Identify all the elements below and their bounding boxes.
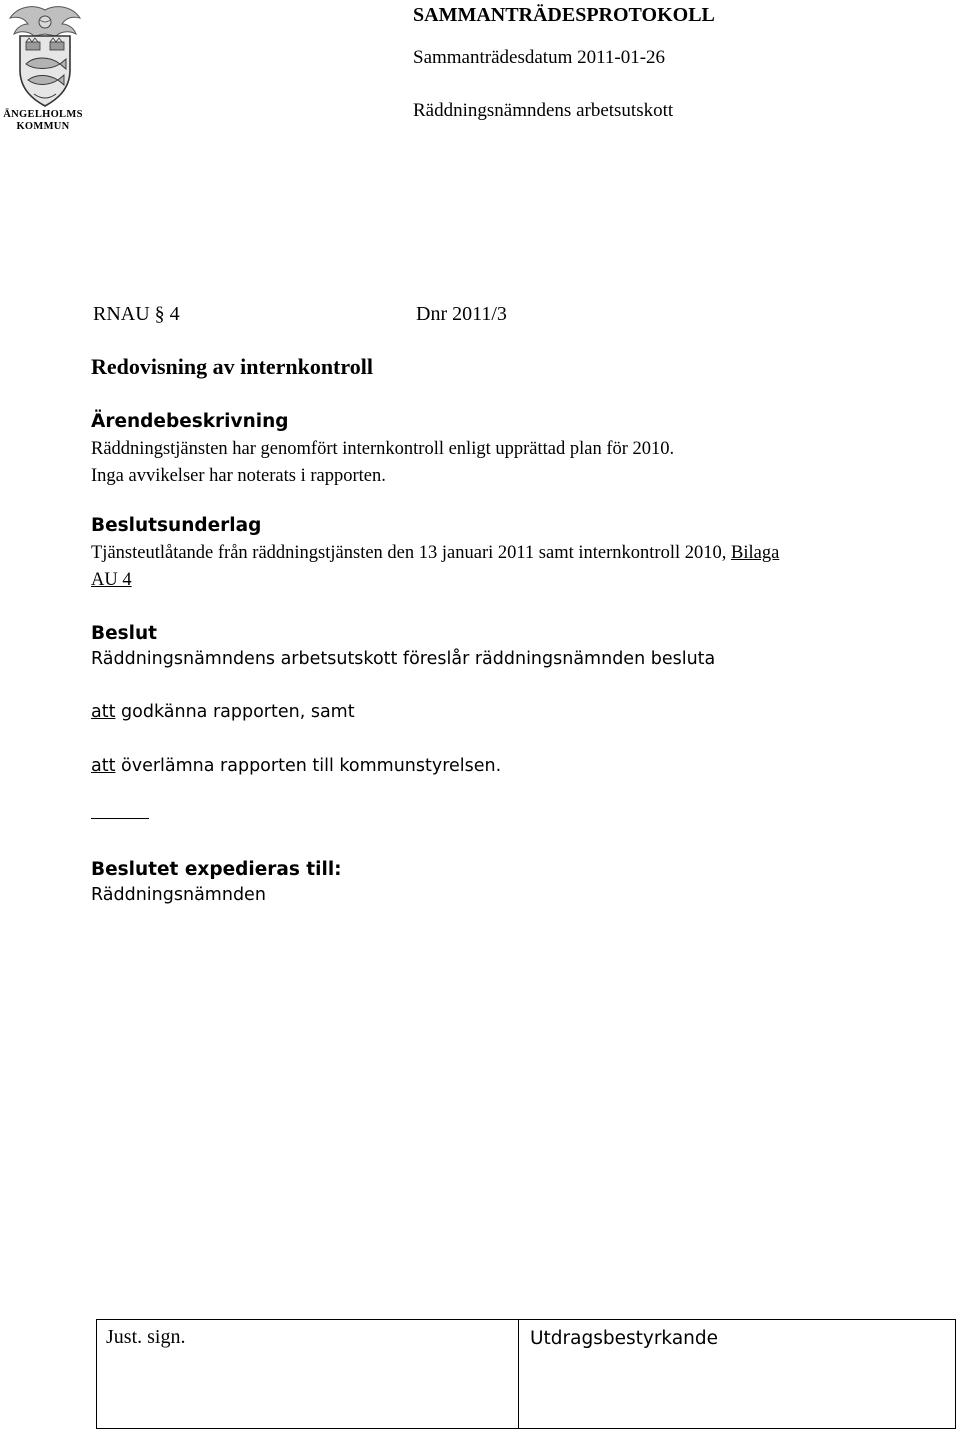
- decision-item-text: godkänna rapporten, samt: [115, 702, 355, 722]
- underlag-text: [91, 543, 779, 564]
- beslut-intro: Räddningsnämndens arbetsutskott föreslår räddningsnämnden besluta: [91, 649, 716, 669]
- coat-of-arms-icon: [4, 4, 86, 110]
- logo-name-line1: ÄNGELHOLMS: [3, 109, 83, 120]
- meeting-date: Sammanträdesdatum 2011-01-26: [413, 47, 666, 68]
- section-heading-arendebeskrivning: Ärendebeskrivning: [91, 411, 289, 432]
- bilaga-link[interactable]: Bilaga: [730, 543, 780, 563]
- document-title: SAMMANTRÄDESPROTOKOLL: [413, 4, 715, 26]
- expedieras-recipient: Räddningsnämnden: [91, 885, 266, 905]
- section-heading-beslutsunderlag: Beslutsunderlag: [91, 515, 262, 536]
- arende-text-line2: Inga avvikelser har noterats i rapporten.: [91, 466, 386, 486]
- att-keyword: att: [91, 756, 116, 776]
- signature-box: [96, 1319, 956, 1429]
- section-heading-beslut: Beslut: [91, 623, 158, 644]
- decision-item-text: överlämna rapporten till kommunstyrelsen.: [115, 756, 502, 776]
- bilaga-link-continued[interactable]: AU 4: [91, 570, 132, 590]
- diary-number: Dnr 2011/3: [416, 303, 507, 325]
- decision-item: [91, 756, 501, 776]
- arende-text-line1: Räddningstjänsten har genomfört internkontroll enligt upprättad plan för 2010.: [91, 439, 675, 459]
- section-heading-expedieras: Beslutet expedieras till:: [91, 859, 342, 880]
- justering-signature-label: Just. sign.: [106, 1326, 186, 1348]
- section-separator: [91, 818, 149, 819]
- item-title: Redovisning av internkontroll: [91, 354, 373, 379]
- logo-name-line2: KOMMUN: [16, 121, 70, 132]
- att-keyword: att: [91, 702, 116, 722]
- signature-box-divider: [518, 1319, 519, 1429]
- committee-name: Räddningsnämndens arbetsutskott: [413, 100, 674, 121]
- underlag-text-body: Tjänsteutlåtande från räddningstjänsten den 13 januari 2011 samt internkontroll 2010,: [91, 543, 731, 563]
- utdragsbestyrkande-label: Utdragsbestyrkande: [530, 1328, 719, 1349]
- case-paragraph-number: RNAU § 4: [93, 303, 180, 325]
- decision-item: [91, 702, 355, 722]
